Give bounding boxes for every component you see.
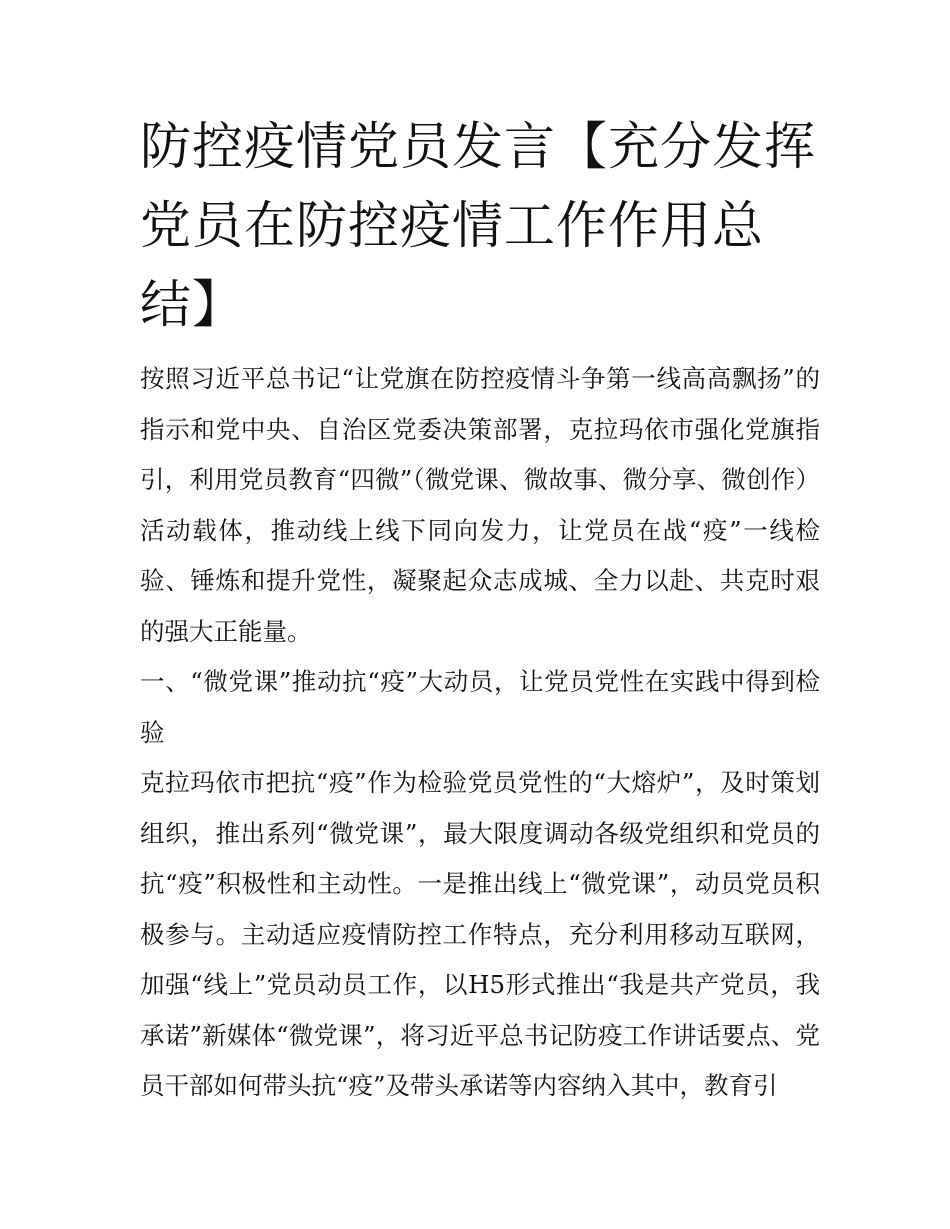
intro-paragraph: 按照习近平总书记“让党旗在防控疫情斗争第一线高高飘扬”的指示和党中央、自治区党委决策部署，克拉玛依市强化党旗指引，利用党员教育“四微”（微党课、微故事、微分享、微创作）活动载体，推动线上线下同向发力，让党员在战“疫”一线检验、锤炼和提升党性，凝聚起众志成城、全力以赴、共克时艰的强大正能量。 [140,364,820,646]
document-body [140,354,820,1112]
section-heading: 一、“微党课”推动抗“疫”大动员，让党员党性在实践中得到检验 [140,667,820,747]
body-paragraph: 克拉玛依市把抗“疫”作为检验党员党性的“大熔炉”，及时策划组织，推出系列“微党课”，最大限度调动各级党组织和党员的抗“疫”积极性和主动性。一是推出线上“微党课”，动员党员积极参与。主动适应疫情防控工作特点，充分利用移动互联网，加强“线上”党员动员工作，以H5形式推出“我是共产党员，我承诺”新媒体“微党课”，将习近平总书记防疫工作讲话要点、党员干部如何带头抗“疫”及带头承诺等内容纳入其中，教育引 [140,768,820,1100]
document-title: 防控疫情党员发言【充分发挥党员在防控疫情工作作用总结】 [140,118,817,335]
